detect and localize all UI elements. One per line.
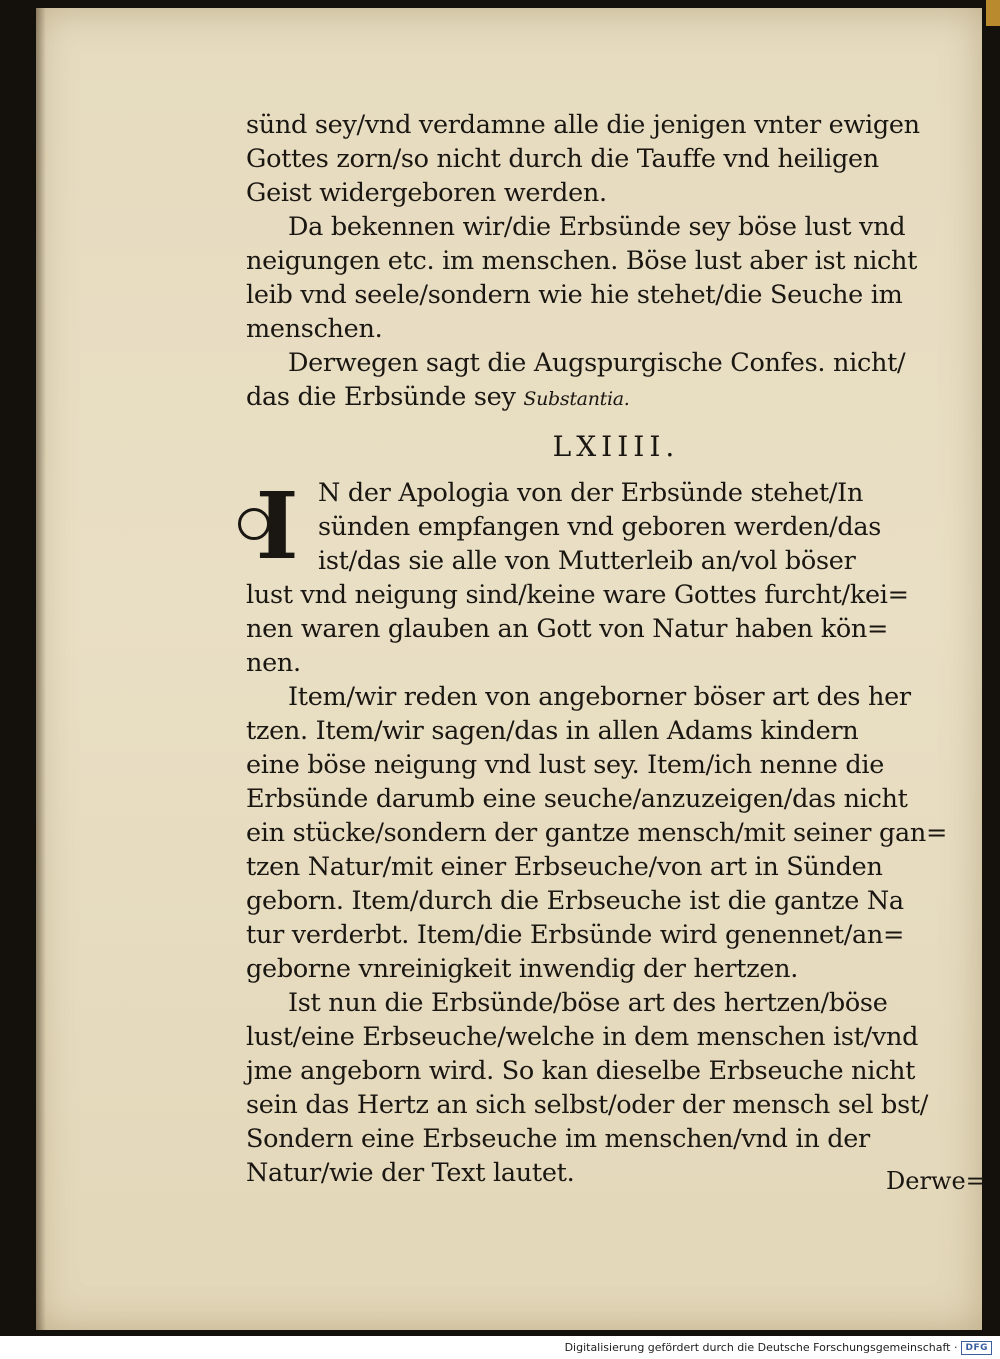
text-line: Geist widergeboren werden. xyxy=(246,178,607,208)
text-line: ist/das sie alle von Mutterleib an/vol böser xyxy=(318,546,856,576)
text-line: Item/wir reden von angeborner böser art des her xyxy=(288,682,911,712)
text-line: sünden empfangen vnd geboren werden/das xyxy=(318,512,882,542)
dropcap-paragraph xyxy=(246,472,986,580)
text-line: tzen. Item/wir sagen/das in allen Adams kindern xyxy=(246,716,859,746)
text-line: Da bekennen wir/die Erbsünde sey böse lust vnd xyxy=(288,212,906,242)
text-line: Sondern eine Erbseuche im menschen/vnd in der xyxy=(246,1124,870,1154)
text-line: lust vnd neigung sind/keine ware Gottes furcht/kei= xyxy=(246,580,909,610)
dfg-logo: DFG xyxy=(961,1341,992,1355)
text-line: geborn. Item/durch die Erbseuche ist die gantze Na xyxy=(246,886,904,916)
digitization-credit xyxy=(565,1341,992,1355)
section-heading: LXIIII. xyxy=(552,430,680,463)
text-line: N der Apologia von der Erbsünde stehet/In xyxy=(318,478,864,508)
latin-term: Substantia. xyxy=(523,388,630,410)
page-body xyxy=(246,108,986,1190)
text-line xyxy=(246,380,986,414)
text-line: eine böse neigung vnd lust sey. Item/ich nenne die xyxy=(246,750,885,780)
text-fragment: das die Erbsünde sey xyxy=(246,382,516,412)
text-line: tur verderbt. Item/die Erbsünde wird genennet/an= xyxy=(246,920,905,950)
text-line: lust/eine Erbseuche/welche in dem menschen ist/vnd xyxy=(246,1022,919,1052)
text-line: leib vnd seele/sondern wie hie stehet/die Seuche im xyxy=(246,280,903,310)
book-page xyxy=(36,8,986,1330)
text-line: sein das Hertz an sich selbst/oder der mensch sel bst/ xyxy=(246,1090,929,1120)
text-line: geborne vnreinigkeit inwendig der hertzen. xyxy=(246,954,799,984)
text-line: ein stücke/sondern der gantze mensch/mit seiner gan= xyxy=(246,818,948,848)
text-line: sünd sey/vnd verdamne alle die jenigen vnter ewigen xyxy=(246,110,920,140)
text-line: tzen Natur/mit einer Erbseuche/von art in Sünden xyxy=(246,852,883,882)
text-line: menschen. xyxy=(246,314,383,344)
text-line: Erbsünde darumb eine seuche/anzuzeigen/das nicht xyxy=(246,784,908,814)
text-line: neigungen etc. im menschen. Böse lust aber ist nicht xyxy=(246,246,918,276)
catchword: Derwe= xyxy=(886,1167,986,1195)
credit-text: Digitalisierung gefördert durch die Deutsche Forschungsgemeinschaft · xyxy=(564,1341,958,1354)
text-line: Gottes zorn/so nicht durch die Tauffe vnd heiligen xyxy=(246,144,879,174)
text-line: nen. xyxy=(246,648,301,678)
decorated-initial: I xyxy=(244,478,310,574)
text-line: Ist nun die Erbsünde/böse art des hertzen/böse xyxy=(288,988,888,1018)
text-line: Derwegen sagt die Augspurgische Confes. nicht/ xyxy=(288,348,906,378)
text-line: nen waren glauben an Gott von Natur haben kön= xyxy=(246,614,889,644)
text-line: Natur/wie der Text lautet. xyxy=(246,1158,575,1188)
text-line: jme angeborn wird. So kan dieselbe Erbseuche nicht xyxy=(246,1056,916,1086)
